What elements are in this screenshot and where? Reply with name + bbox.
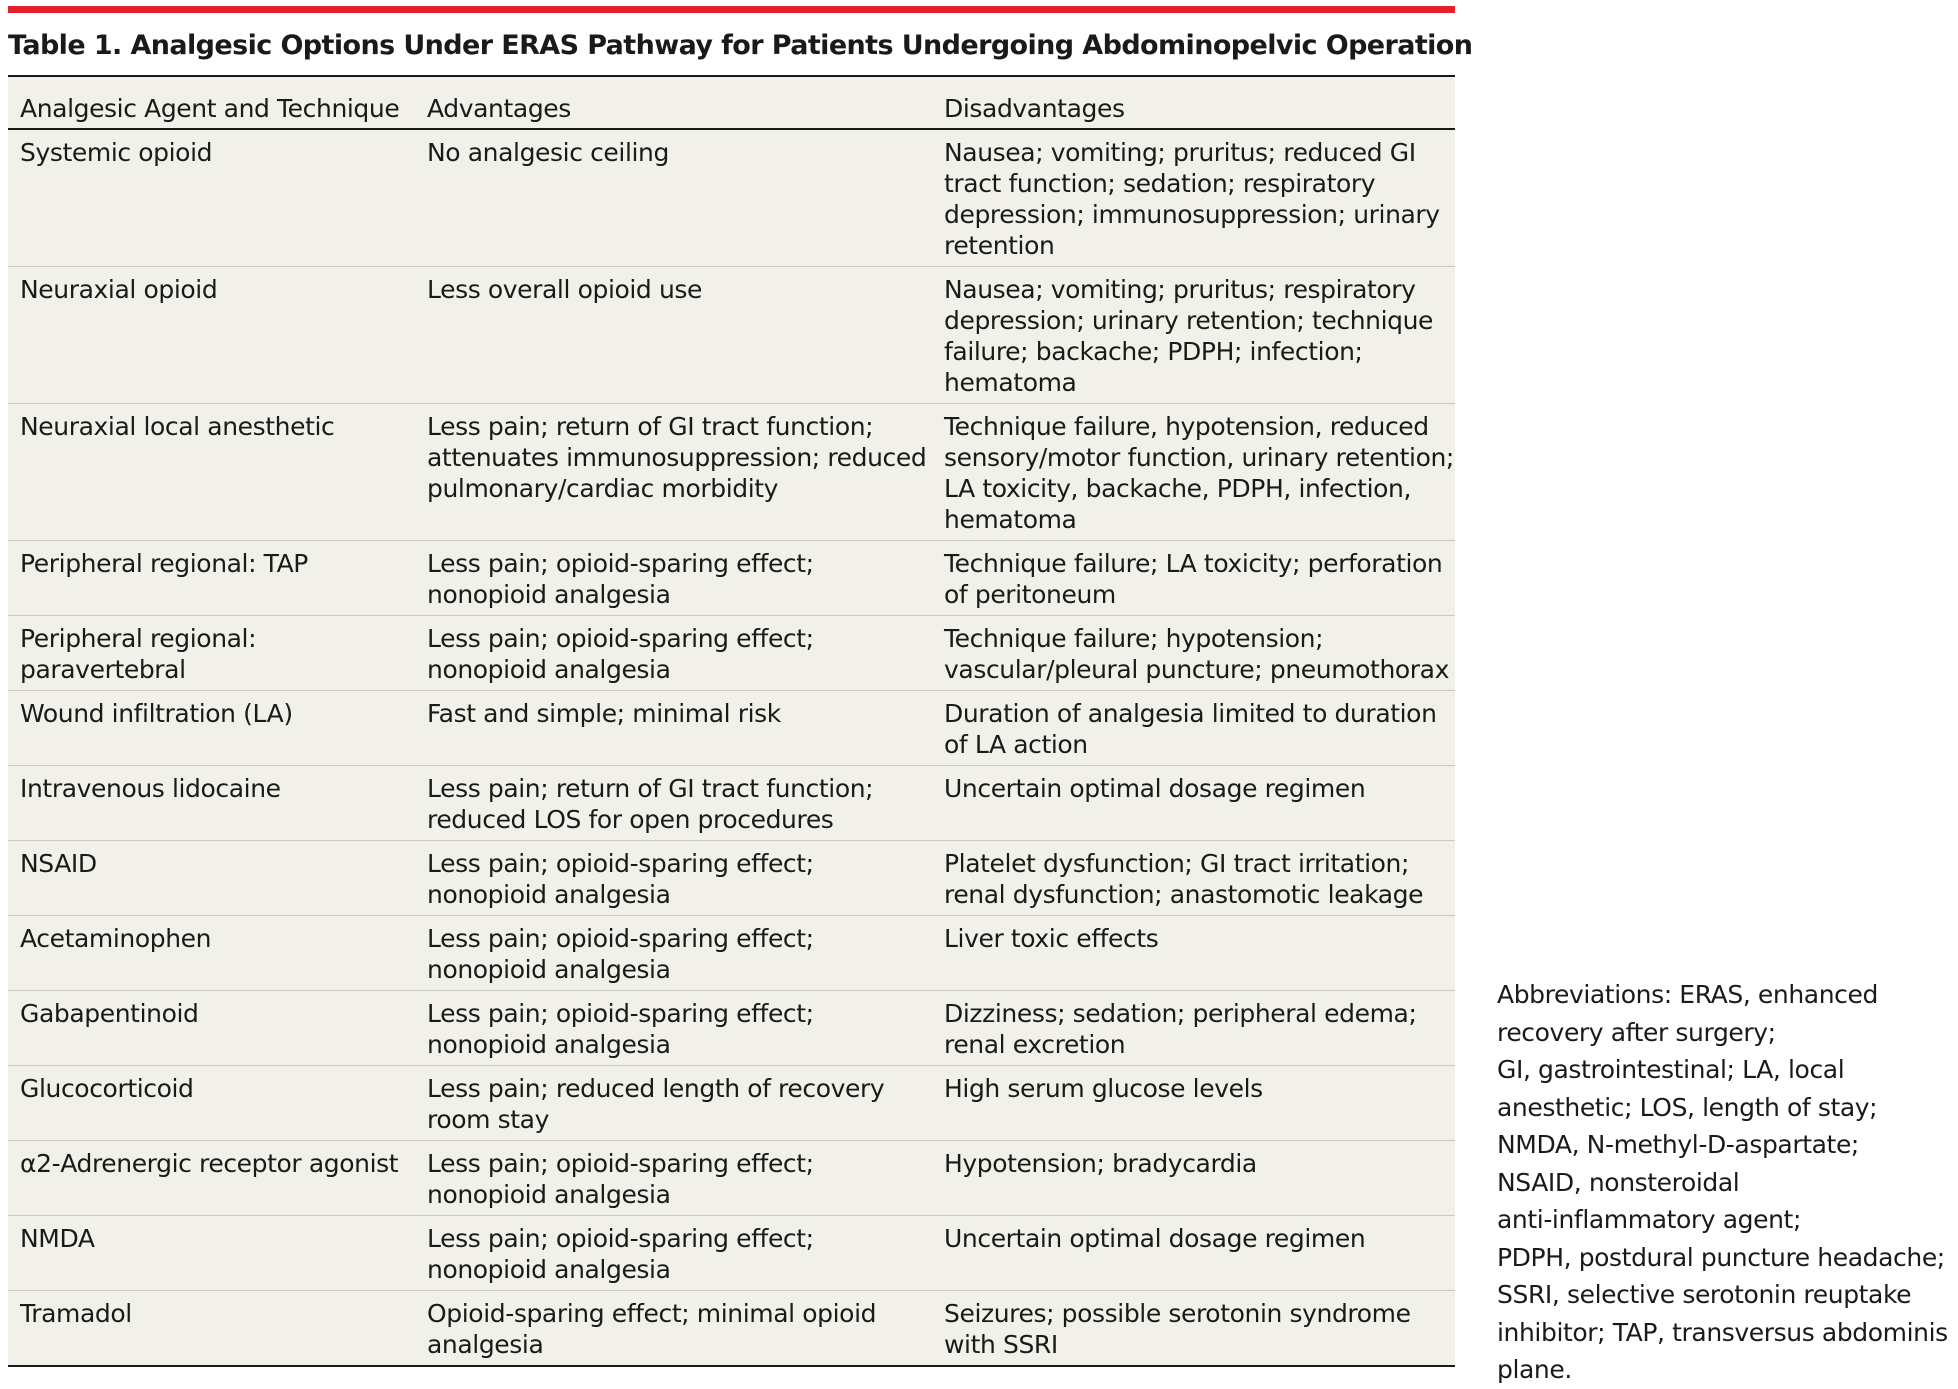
cell-agent: Tramadol: [8, 1291, 415, 1367]
footnote-line: Abbreviations: ERAS, enhanced: [1497, 980, 1878, 1009]
cell-advantages: Less pain; opioid-sparing effect; nonopioid analgesia: [415, 1141, 932, 1216]
cell-advantages: Opioid-sparing effect; minimal opioid analgesia: [415, 1291, 932, 1367]
cell-disadvantages: Technique failure; hypotension; vascular/pleural puncture; pneumothorax: [932, 616, 1455, 691]
table-row: [8, 616, 1455, 691]
cell-agent: Acetaminophen: [8, 916, 415, 991]
cell-agent: Gabapentinoid: [8, 991, 415, 1066]
table-row: [8, 541, 1455, 616]
cell-disadvantages: Nausea; vomiting; pruritus; reduced GI tract function; sedation; respiratory depression; immunosuppression; urinary retention: [932, 129, 1455, 267]
table-row: [8, 404, 1455, 541]
table-row: [8, 1066, 1455, 1141]
table-row: [8, 766, 1455, 841]
cell-disadvantages: Hypotension; bradycardia: [932, 1141, 1455, 1216]
table-row: [8, 916, 1455, 991]
cell-advantages: Less pain; reduced length of recovery room stay: [415, 1066, 932, 1141]
cell-agent: NSAID: [8, 841, 415, 916]
footnote-line: anti-inflammatory agent;: [1497, 1205, 1801, 1234]
cell-advantages: No analgesic ceiling: [415, 129, 932, 267]
table-title: Table 1. Analgesic Options Under ERAS Pathway for Patients Undergoing Abdominopelvic Operation: [8, 13, 1455, 77]
footnote-line: SSRI, selective serotonin reuptake: [1497, 1280, 1912, 1309]
cell-agent: Intravenous lidocaine: [8, 766, 415, 841]
table-row: [8, 1141, 1455, 1216]
cell-agent: Systemic opioid: [8, 129, 415, 267]
cell-disadvantages: Liver toxic effects: [932, 916, 1455, 991]
header-advantages: Advantages: [415, 77, 932, 129]
cell-disadvantages: Duration of analgesia limited to duration of LA action: [932, 691, 1455, 766]
table-row: [8, 129, 1455, 267]
cell-agent: NMDA: [8, 1216, 415, 1291]
footnote-line: plane.: [1497, 1355, 1572, 1384]
table-row: [8, 691, 1455, 766]
cell-advantages: Less pain; opioid-sparing effect; nonopioid analgesia: [415, 841, 932, 916]
analgesic-options-table: [8, 77, 1455, 1367]
cell-agent: Peripheral regional: paravertebral: [8, 616, 415, 691]
cell-disadvantages: High serum glucose levels: [932, 1066, 1455, 1141]
footnote-line: inhibitor; TAP, transversus abdominis: [1497, 1317, 1948, 1347]
accent-rule: [8, 6, 1455, 13]
header-agent: Analgesic Agent and Technique: [8, 77, 415, 129]
cell-agent: Neuraxial local anesthetic: [8, 404, 415, 541]
table-row: [8, 1291, 1455, 1367]
table-row: [8, 841, 1455, 916]
cell-agent: Wound infiltration (LA): [8, 691, 415, 766]
cell-disadvantages: Uncertain optimal dosage regimen: [932, 1216, 1455, 1291]
footnote-line: GI, gastrointestinal; LA, local: [1497, 1055, 1845, 1084]
cell-agent: Peripheral regional: TAP: [8, 541, 415, 616]
cell-advantages: Less pain; opioid-sparing effect; nonopioid analgesia: [415, 916, 932, 991]
footnote-line: NSAID, nonsteroidal: [1497, 1167, 1740, 1197]
cell-advantages: Fast and simple; minimal risk: [415, 691, 932, 766]
cell-advantages: Less pain; opioid-sparing effect; nonopioid analgesia: [415, 616, 932, 691]
table-header-row: [8, 77, 1455, 129]
cell-disadvantages: Technique failure, hypotension, reduced sensory/motor function, urinary retention; LA toxicity, backache, PDPH, infection, hematoma: [932, 404, 1455, 541]
cell-agent: α2-Adrenergic receptor agonist: [8, 1141, 415, 1216]
cell-agent: Neuraxial opioid: [8, 267, 415, 404]
cell-disadvantages: Technique failure; LA toxicity; perforation of peritoneum: [932, 541, 1455, 616]
cell-agent: Glucocorticoid: [8, 1066, 415, 1141]
table-row: [8, 991, 1455, 1066]
cell-advantages: Less pain; return of GI tract function; reduced LOS for open procedures: [415, 766, 932, 841]
table-row: [8, 1216, 1455, 1291]
footnote-line: PDPH, postdural puncture headache;: [1497, 1242, 1945, 1272]
table-row: [8, 267, 1455, 404]
cell-disadvantages: Nausea; vomiting; pruritus; respiratory depression; urinary retention; technique failure; backache; PDPH; infection; hematoma: [932, 267, 1455, 404]
cell-disadvantages: Platelet dysfunction; GI tract irritation; renal dysfunction; anastomotic leakage: [932, 841, 1455, 916]
cell-disadvantages: Seizures; possible serotonin syndrome with SSRI: [932, 1291, 1455, 1367]
footnote-line: anesthetic; LOS, length of stay;: [1497, 1092, 1878, 1122]
cell-disadvantages: Dizziness; sedation; peripheral edema; renal excretion: [932, 991, 1455, 1066]
abbreviations-footnote: [1497, 976, 1957, 1389]
cell-disadvantages: Uncertain optimal dosage regimen: [932, 766, 1455, 841]
table-container: [8, 6, 1473, 1367]
cell-advantages: Less pain; opioid-sparing effect; nonopioid analgesia: [415, 991, 932, 1066]
footnote-line: NMDA, N-methyl-D-aspartate;: [1497, 1130, 1859, 1159]
cell-advantages: Less pain; return of GI tract function; attenuates immunosuppression; reduced pulmonary/cardiac morbidity: [415, 404, 932, 541]
cell-advantages: Less pain; opioid-sparing effect; nonopioid analgesia: [415, 1216, 932, 1291]
cell-advantages: Less pain; opioid-sparing effect; nonopioid analgesia: [415, 541, 932, 616]
footnote-line: recovery after surgery;: [1497, 1017, 1776, 1047]
header-disadvantages: Disadvantages: [932, 77, 1455, 129]
cell-advantages: Less overall opioid use: [415, 267, 932, 404]
